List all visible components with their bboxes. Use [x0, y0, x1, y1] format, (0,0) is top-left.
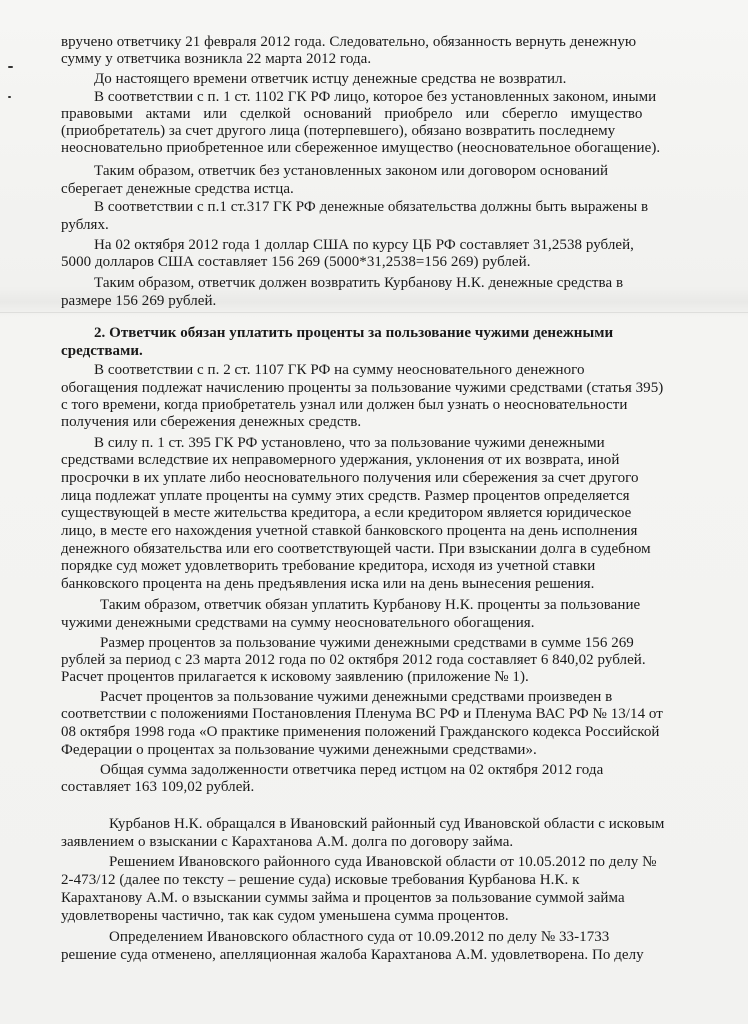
text-line: Таким образом, ответчик без установленных законом или договором оснований	[94, 163, 609, 179]
text-line: Расчет процентов прилагается к исковому заявлению (приложение № 1).	[61, 669, 529, 685]
text-line: чужими денежными средствами на сумму неосновательного обогащения.	[61, 615, 535, 631]
text-line: Таким образом, ответчик должен возвратить Курбанову Н.К. денежные средства в	[94, 275, 624, 291]
text-line: Определением Ивановского областного суда от 10.09.2012 по делу № 33-1733	[109, 929, 610, 945]
text-line: неосновательно приобретенное или сбереженное имущество (неосновательное обогащение).	[61, 140, 661, 156]
section-heading: средствами.	[61, 343, 143, 359]
text-line: с того времени, когда приобретатель узнал или должен был узнать о неосновательности	[61, 397, 628, 413]
text-line: Размер процентов за пользование чужими денежными средствами в сумме 156 269	[100, 635, 634, 651]
text-line: рублей за период с 23 марта 2012 года по 02 октября 2012 года составляет 6 840,02 рублей.	[61, 652, 646, 668]
text-line: банковского процента на день предъявления иска или на день вынесения решения.	[61, 576, 595, 592]
text-line: 08 октября 1998 года «О практике применения положений Гражданского кодекса Российской	[61, 724, 660, 740]
text-line: средствами вследствие их неправомерного удержания, уклонения от их возврата, иной	[61, 452, 620, 468]
text-line: удовлетворены частично, так как судом уменьшена сумма процентов.	[61, 908, 509, 924]
text-line: сумму у ответчика возникла 22 марта 2012 года.	[61, 51, 372, 67]
text-line: В соответствии с п. 1 ст. 1102 ГК РФ лицо, которое без установленных законом, иными	[94, 89, 657, 105]
text-line: порядке суд может удовлетворить требование кредитора, исходя из учетной ставки	[61, 558, 596, 574]
text-line: заявлением о взыскании с Карахтанова А.М. долга по договору займа.	[61, 834, 514, 850]
text-line: лицо, в месте его нахождения учетной ставкой банковского процента на день исполнения	[61, 523, 638, 539]
text-line: сберегает денежные средства истца.	[61, 181, 294, 197]
text-line: Общая сумма задолженности ответчика перед истцом на 02 октября 2012 года	[100, 762, 604, 778]
text-line: Таким образом, ответчик обязан уплатить Курбанову Н.К. проценты за пользование	[100, 597, 641, 613]
text-line: правовыми актами или сделкой оснований приобрело или сберегло имущество	[61, 106, 643, 122]
text-line: Курбанов Н.К. обращался в Ивановский районный суд Ивановской области с исковым	[109, 816, 665, 832]
page-fold-line	[0, 312, 748, 313]
text-line: составляет 163 109,02 рублей.	[61, 779, 255, 795]
text-line: Расчет процентов за пользование чужими денежными средствами произведен в	[100, 689, 613, 705]
text-line: денежного обязательства или его соответствующей части. При взыскании долга в судебном	[61, 541, 651, 557]
text-line: В соответствии с п.1 ст.317 ГК РФ денежные обязательства должны быть выражены в	[94, 199, 649, 215]
text-line: В силу п. 1 ст. 395 ГК РФ установлено, что за пользование чужими денежными	[94, 435, 605, 451]
text-line: вручено ответчику 21 февраля 2012 года. Следовательно, обязанность вернуть денежную	[61, 34, 637, 50]
text-line: Федерации о процентах за пользование чужими денежными средствами».	[61, 742, 537, 758]
text-line: (приобретатель) за счет другого лица (потерпевшего), обязано возвратить последнему	[61, 123, 616, 139]
margin-mark	[8, 96, 11, 98]
text-line: В соответствии с п. 2 ст. 1107 ГК РФ на сумму неосновательного денежного	[94, 362, 585, 378]
text-line: существующей в месте жительства кредитора, а если кредитором является юридическое	[61, 505, 632, 521]
text-line: 2-473/12 (далее по тексту – решение суда) исковые требования Курбанова Н.К. к	[61, 872, 580, 888]
text-line: На 02 октября 2012 года 1 доллар США по курсу ЦБ РФ составляет 31,2538 рублей,	[94, 237, 634, 253]
text-line: рублях.	[61, 217, 109, 233]
text-line: размере 156 269 рублей.	[61, 293, 217, 309]
text-line: лица подлежат уплате проценты на сумму этих средств. Размер процентов определяется	[61, 488, 630, 504]
text-line: соответствии с положениями Постановления Пленума ВС РФ и Пленума ВАС РФ № 13/14 от	[61, 706, 663, 722]
text-line: 5000 долларов США составляет 156 269 (5000*31,2538=156 269) рублей.	[61, 254, 531, 270]
text-line: Карахтанову А.М. о взыскании суммы займа и процентов за пользование суммой займа	[61, 890, 625, 906]
text-line: просрочки в их уплате либо неосновательного получения или сбережения за счет другого	[61, 470, 639, 486]
text-line: решение суда отменено, апелляционная жалоба Карахтанова А.М. удовлетворена. По делу	[61, 947, 644, 963]
section-heading: 2. Ответчик обязан уплатить проценты за пользование чужими денежными	[94, 325, 614, 341]
text-line: получения или сбережения денежных средств.	[61, 414, 362, 430]
text-line: обогащения подлежат начислению проценты за пользование чужими средствами (статья 395)	[61, 380, 664, 396]
text-line: Решением Ивановского районного суда Ивановской области от 10.05.2012 по делу №	[109, 854, 657, 870]
text-line: До настоящего времени ответчик истцу денежные средства не возвратил.	[94, 71, 567, 87]
margin-mark	[8, 66, 13, 68]
